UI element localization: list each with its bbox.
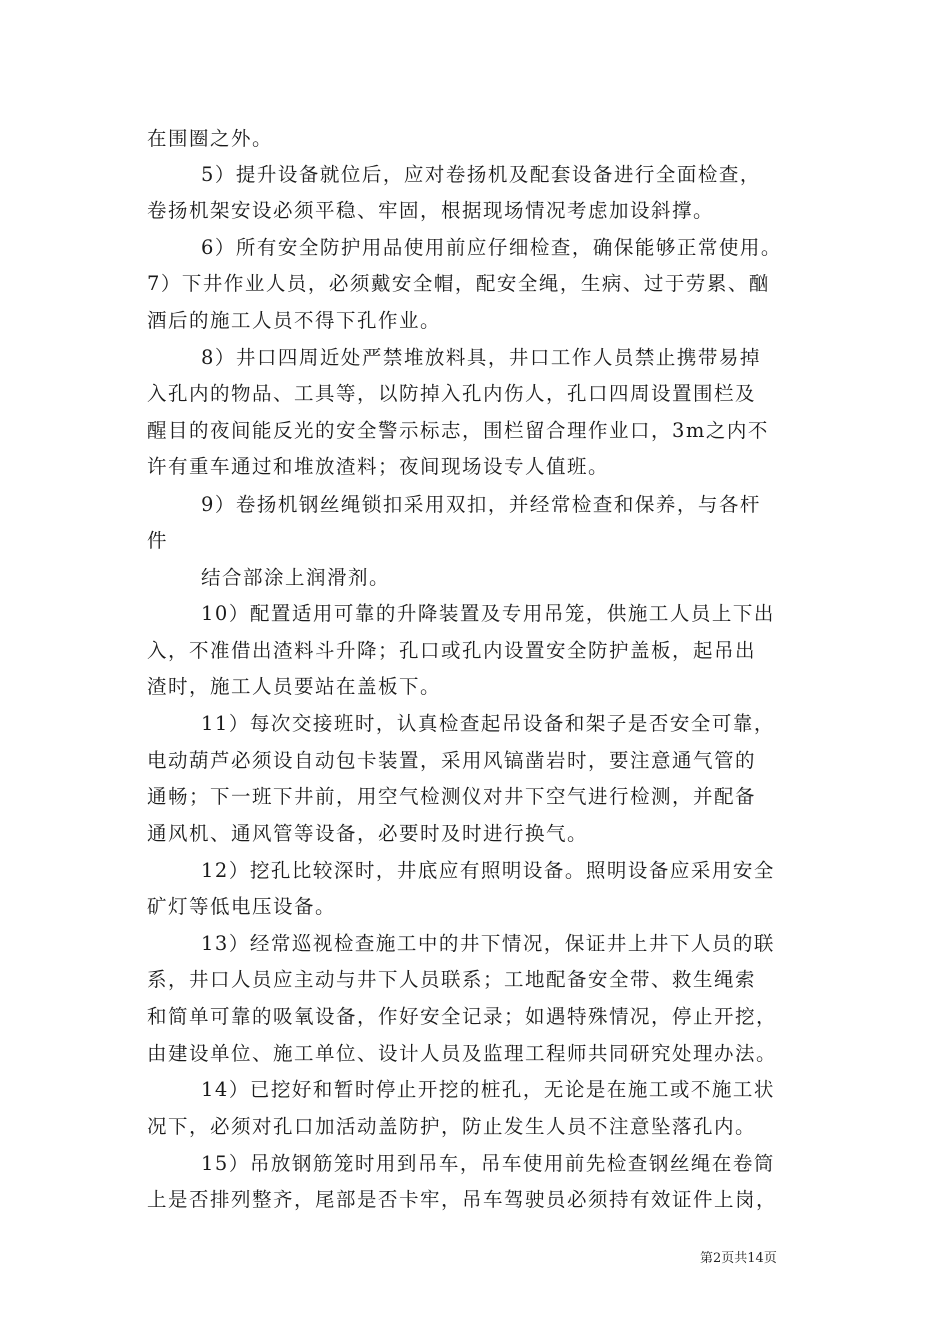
text-line: 结合部涂上润滑剂。	[201, 566, 391, 589]
text-line: 在围圈之外。	[147, 127, 274, 150]
text-line: 电动葫芦必须设自动包卡装置，采用风镐凿岩时，要注意通气管的	[147, 749, 757, 772]
text-line: 卷扬机架安设必须平稳、牢固，根据现场情况考虑加设斜撑。	[147, 199, 715, 222]
text-line: 醒目的夜间能反光的安全警示标志，围栏留合理作业口，3m之内不	[147, 419, 769, 442]
text-line: 5）提升设备就位后，应对卷扬机及配套设备进行全面检查，	[201, 163, 761, 186]
text-line: 8）井口四周近处严禁堆放料具，井口工作人员禁止携带易掉	[201, 346, 761, 369]
text-line: 15）吊放钢筋笼时用到吊车，吊车使用前先检查钢丝绳在卷筒	[201, 1152, 775, 1175]
text-line: 矿灯等低电压设备。	[147, 895, 337, 918]
text-line: 酒后的施工人员不得下孔作业。	[147, 309, 442, 332]
text-line: 6）所有安全防护用品使用前应仔细检查，确保能够正常使用。	[201, 236, 782, 259]
text-line: 入，不准借出渣料斗升降；孔口或孔内设置安全防护盖板，起吊出	[147, 639, 757, 662]
text-line: 14）已挖好和暂时停止开挖的桩孔，无论是在施工或不施工状	[201, 1078, 775, 1101]
text-line: 许有重车通过和堆放渣料；夜间现场设专人值班。	[147, 455, 610, 478]
text-line: 11）每次交接班时，认真检查起吊设备和架子是否安全可靠，	[201, 712, 775, 735]
text-line: 况下，必须对孔口加活动盖防护，防止发生人员不注意坠落孔内。	[147, 1115, 757, 1138]
text-line: 10）配置适用可靠的升降装置及专用吊笼，供施工人员上下出	[201, 602, 775, 625]
text-line: 通风机、通风管等设备，必要时及时进行换气。	[147, 822, 589, 845]
text-line: 渣时，施工人员要站在盖板下。	[147, 675, 442, 698]
text-line: 件	[147, 529, 169, 552]
text-line: 入孔内的物品、工具等，以防掉入孔内伤人，孔口四周设置围栏及	[147, 382, 757, 405]
page-number: 第2页共14页	[700, 1251, 777, 1266]
text-line: 7）下井作业人员，必须戴安全帽，配安全绳，生病、过于劳累、酗	[147, 272, 770, 295]
text-line: 和简单可靠的吸氧设备，作好安全记录；如遇特殊情况，停止开挖，	[147, 1005, 778, 1028]
text-line: 系，井口人员应主动与井下人员联系；工地配备安全带、救生绳索	[147, 968, 757, 991]
text-line: 12）挖孔比较深时，井底应有照明设备。照明设备应采用安全	[201, 859, 775, 882]
text-line: 13）经常巡视检查施工中的井下情况，保证井上井下人员的联	[201, 932, 775, 955]
text-line: 通畅；下一班下井前，用空气检测仪对井下空气进行检测，并配备	[147, 785, 757, 808]
text-line: 上是否排列整齐，尾部是否卡牢，吊车驾驶员必须持有效证件上岗，	[147, 1188, 778, 1211]
text-line: 由建设单位、施工单位、设计人员及监理工程师共同研究处理办法。	[147, 1042, 778, 1065]
text-line: 9）卷扬机钢丝绳锁扣采用双扣，并经常检查和保养，与各杆	[201, 493, 761, 516]
